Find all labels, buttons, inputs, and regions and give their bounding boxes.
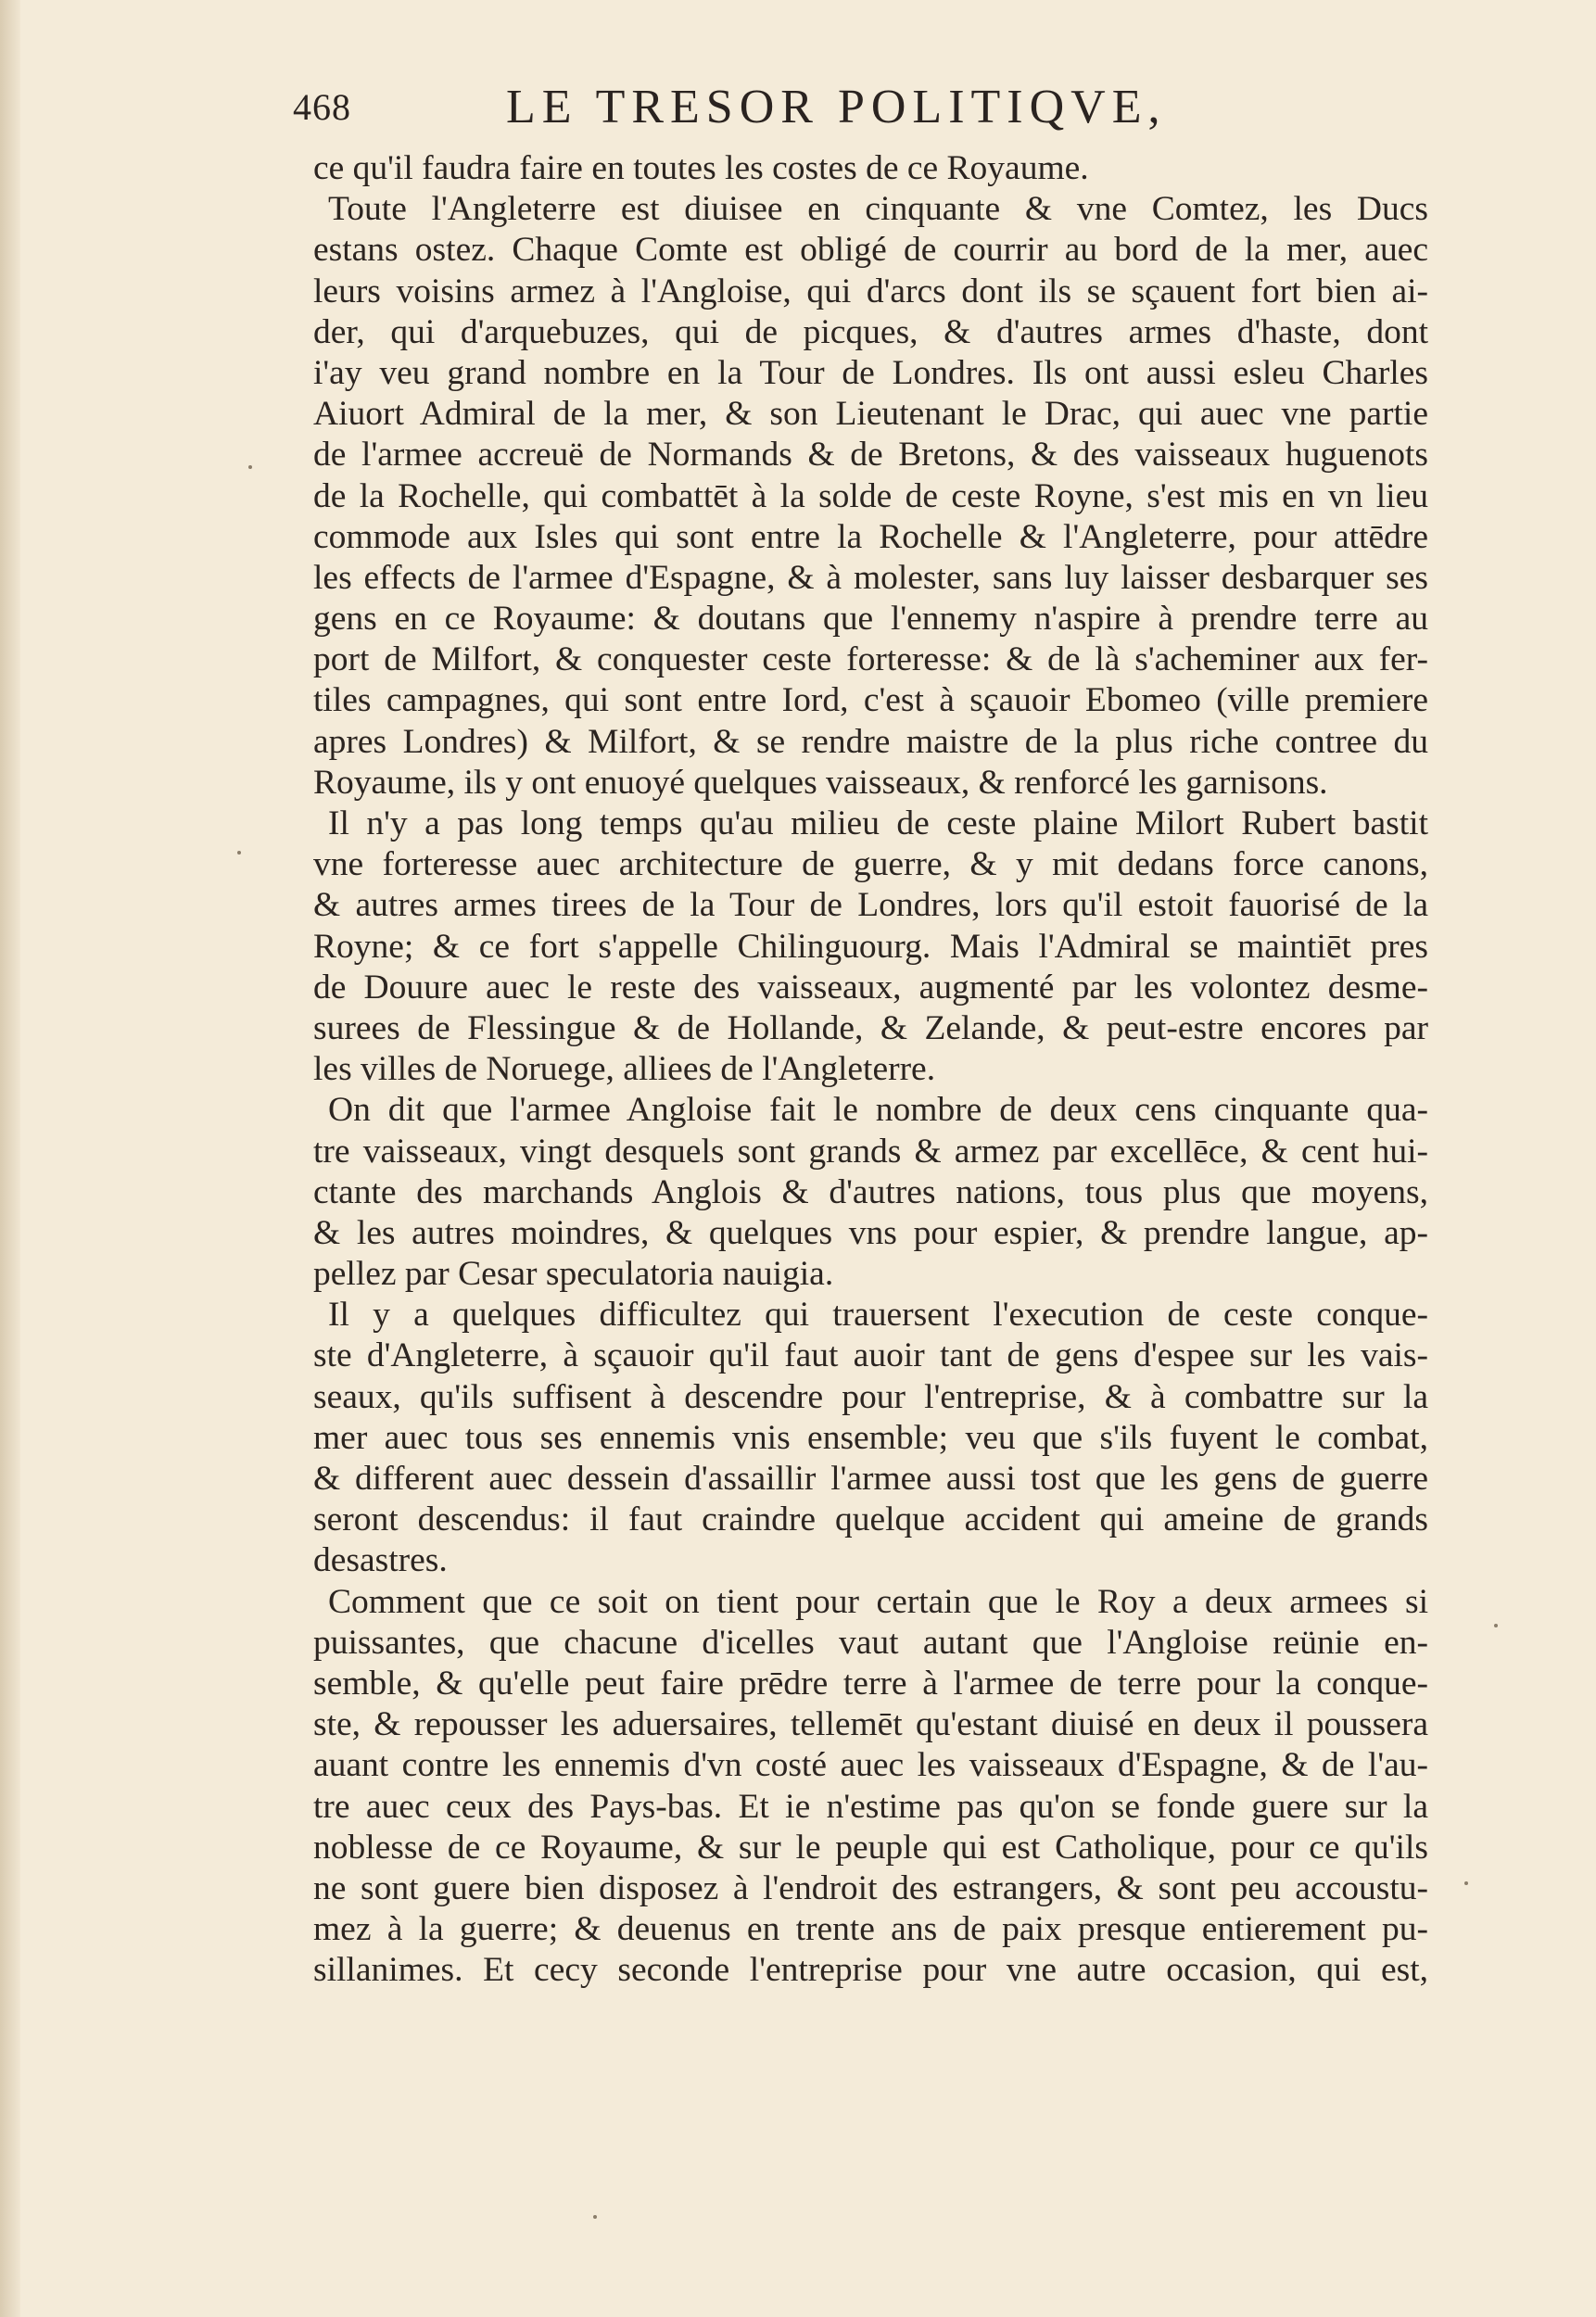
text-line: estans ostez. Chaque Comte est obligé de courrir au bord de la mer, auec bbox=[313, 231, 1428, 270]
page-number: 468 bbox=[293, 86, 351, 128]
text-line: tiles campagnes, qui sont entre Iord, c'est à sçauoir Ebomeo (ville premiere bbox=[313, 681, 1428, 720]
text-line: de l'armee accreuë de Normands & de Bretons, & des vaisseaux huguenots bbox=[313, 436, 1428, 475]
text-line: desastres. bbox=[313, 1541, 448, 1580]
text-line: les effects de l'armee d'Espagne, & à molester, sans luy laisser desbarquer ses bbox=[313, 558, 1428, 597]
text-line: i'ay veu grand nombre en la Tour de Londres. Ils ont aussi esleu Charles bbox=[313, 353, 1428, 392]
text-line: ste, & repousser les aduersaires, tellemēt qu'estant diuisé en deux il poussera bbox=[313, 1705, 1428, 1744]
text-line: ne sont guere bien disposez à l'endroit des estrangers, & sont peu accoustu- bbox=[313, 1868, 1428, 1907]
text-line: Toute l'Angleterre est diuisee en cinquante & vne Comtez, les Ducs bbox=[328, 190, 1428, 229]
text-line: ce qu'il faudra faire en toutes les costes de ce Royaume. bbox=[313, 149, 1089, 187]
text-line: de la Rochelle, qui combattēt à la solde de ceste Royne, s'est mis en vn lieu bbox=[313, 476, 1428, 515]
text-line: ctante des marchands Anglois & d'autres nations, tous plus que moyens, bbox=[313, 1172, 1428, 1211]
text-line: & autres armes tirees de la Tour de Londres, lors qu'il estoit fauorisé de la bbox=[313, 886, 1428, 925]
text-line: sillanimes. Et cecy seconde l'entreprise pour vne autre occasion, qui est, bbox=[313, 1951, 1428, 1990]
text-line: Royne; & ce fort s'appelle Chilinguourg. Mais l'Admiral se maintiēt pres bbox=[313, 927, 1428, 966]
text-line: & les autres moindres, & quelques vns pour espier, & prendre langue, ap- bbox=[313, 1213, 1428, 1252]
text-line: ste d'Angleterre, à sçauoir qu'il faut auoir tant de gens d'espee sur les vais- bbox=[313, 1336, 1428, 1375]
margin-speck bbox=[593, 2215, 597, 2219]
page-header bbox=[293, 80, 1428, 145]
text-line: tre auec ceux des Pays-bas. Et ie n'estime pas qu'on se fonde guere sur la bbox=[313, 1787, 1428, 1826]
text-line: semble, & qu'elle peut faire prēdre terre à l'armee de terre pour la conque- bbox=[313, 1664, 1428, 1703]
body-text bbox=[313, 148, 1428, 1991]
text-line: port de Milfort, & conquester ceste forteresse: & de là s'acheminer aux fer- bbox=[313, 640, 1428, 679]
text-line: les villes de Noruege, alliees de l'Angleterre. bbox=[313, 1050, 936, 1089]
text-line: Aiuort Admiral de la mer, & son Lieutenant le Drac, qui auec vne partie bbox=[313, 395, 1428, 434]
text-line: vne forteresse auec architecture de guerre, & y mit dedans force canons, bbox=[313, 845, 1428, 884]
margin-speck bbox=[237, 851, 241, 855]
text-line: tre vaisseaux, vingt desquels sont grands & armez par excellēce, & cent hui- bbox=[313, 1132, 1428, 1171]
text-line: Il y a quelques difficultez qui trauersent l'execution de ceste conque- bbox=[328, 1296, 1428, 1335]
text-line: der, qui d'arquebuzes, qui de picques, & d'autres armes d'haste, dont bbox=[313, 312, 1428, 351]
text-line: Comment que ce soit on tient pour certain que le Roy a deux armees si bbox=[328, 1582, 1428, 1621]
margin-speck bbox=[1464, 1881, 1468, 1885]
text-line: puissantes, que chacune d'icelles vaut autant que l'Angloise reünie en- bbox=[313, 1623, 1428, 1662]
text-line: apres Londres) & Milfort, & se rendre maistre de la plus riche contree du bbox=[313, 722, 1428, 761]
text-line: surees de Flessingue & de Hollande, & Zelande, & peut-estre encores par bbox=[313, 1008, 1428, 1047]
text-line: leurs voisins armez à l'Angloise, qui d'arcs dont ils se sçauent fort bien ai- bbox=[313, 272, 1428, 310]
text-line: mer auec tous ses ennemis vnis ensemble; veu que s'ils fuyent le combat, bbox=[313, 1418, 1428, 1457]
text-line: & different auec dessein d'assaillir l'armee aussi tost que les gens de guerre bbox=[313, 1460, 1428, 1498]
margin-speck bbox=[1494, 1624, 1498, 1627]
page-edge-shadow bbox=[0, 0, 20, 2317]
text-line: Il n'y a pas long temps qu'au milieu de ceste plaine Milort Rubert bastit bbox=[328, 804, 1428, 842]
text-line: pellez par Cesar speculatoria nauigia. bbox=[313, 1255, 834, 1294]
text-line: auant contre les ennemis d'vn costé auec les vaisseaux d'Espagne, & de l'au- bbox=[313, 1746, 1428, 1785]
text-line: gens en ce Royaume: & doutans que l'ennemy n'aspire à prendre terre au bbox=[313, 600, 1428, 639]
margin-speck bbox=[248, 465, 252, 469]
text-line: seront descendus: il faut craindre quelque accident qui ameine de grands bbox=[313, 1500, 1428, 1539]
text-line: On dit que l'armee Angloise fait le nombre de deux cens cinquante qua- bbox=[328, 1091, 1428, 1130]
text-line: de Douure auec le reste des vaisseaux, augmenté par les volontez desme- bbox=[313, 968, 1428, 1007]
text-line: commode aux Isles qui sont entre la Rochelle & l'Angleterre, pour attēdre bbox=[313, 517, 1428, 556]
text-line: seaux, qu'ils suffisent à descendre pour l'entreprise, & à combattre sur la bbox=[313, 1377, 1428, 1416]
text-line: Royaume, ils y ont enuoyé quelques vaisseaux, & renforcé les garnisons. bbox=[313, 763, 1328, 802]
text-line: mez à la guerre; & deuenus en trente ans de paix presque entierement pu- bbox=[313, 1910, 1428, 1949]
running-title: LE TRESOR POLITIQVE, bbox=[506, 81, 1167, 133]
text-line: noblesse de ce Royaume, & sur le peuple qui est Catholique, pour ce qu'ils bbox=[313, 1828, 1428, 1867]
